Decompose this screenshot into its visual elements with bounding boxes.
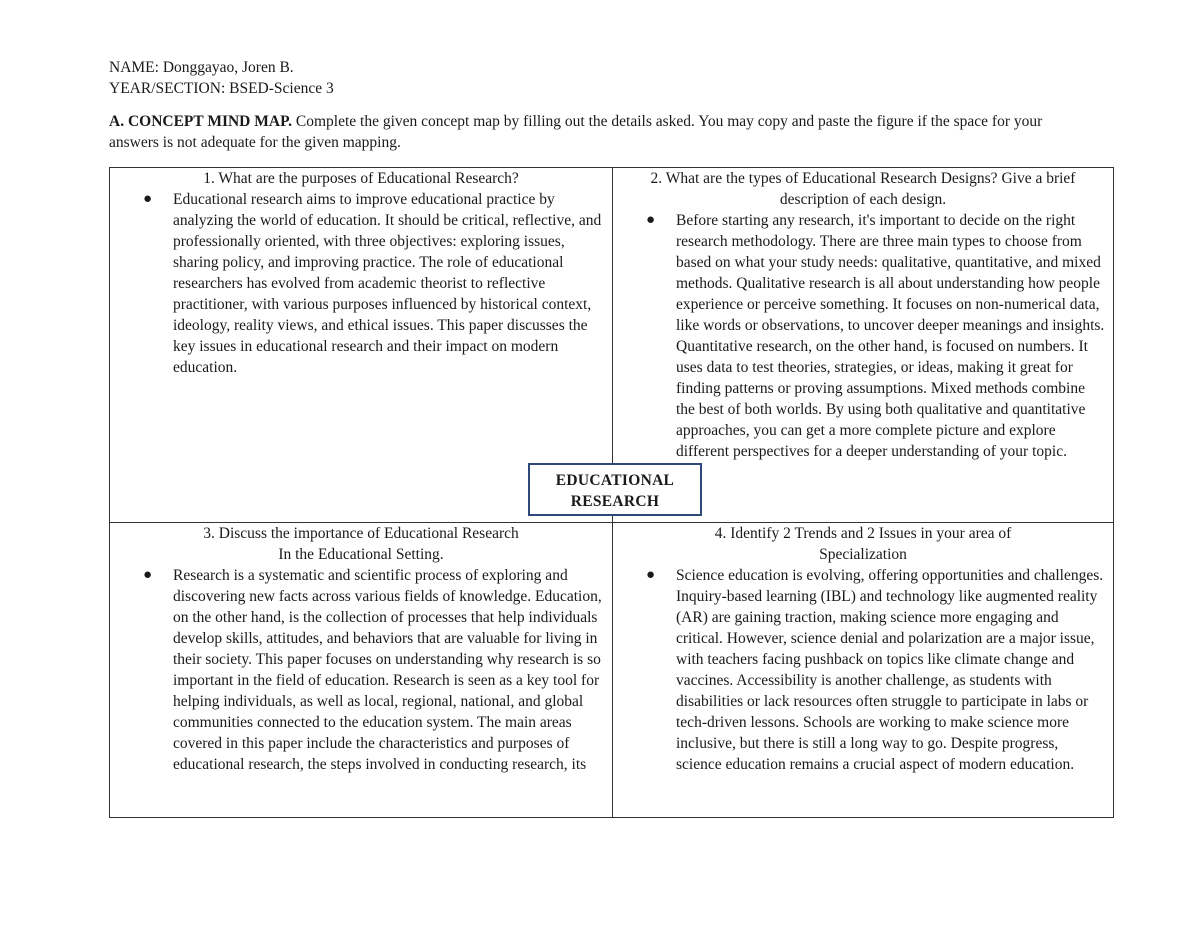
answer-3 [118,565,604,775]
cell-trends-issues [613,523,1113,817]
year-section: YEAR/SECTION: BSED-Science 3 [109,80,334,97]
bullet-icon: ● [143,191,153,207]
instructions [109,111,1084,153]
bullet-icon: ● [143,567,153,583]
center-topic-box [528,463,702,516]
question-4-line1: 4. Identify 2 Trends and 2 Issues in your area of [714,525,1012,542]
student-name: NAME: Donggayao, Joren B. [109,59,294,76]
answer-3-text: Research is a systematic and scientific process of exploring and discovering new facts across various fields of knowledge. Education, on the other hand, is the collection of processes that help individuals develop skills, attitudes, and behaviors that are valuable for living in their society. This paper focuses on understanding why research is so important in the field of education. Research is seen as a key tool for helping individuals, as well as local, regional, national, and global communities connected to the education system. The main areas covered in this paper include the characteristics and purposes of educational research, the steps involved in conducting research, its [173,567,602,773]
center-topic-line1: EDUCATIONAL [555,472,675,489]
question-3-line2: In the Educational Setting. [278,546,444,563]
answer-4 [621,565,1105,775]
answer-2-text: Before starting any research, it's important to decide on the right research methodology. There are three main types to choose from based on what your study needs: qualitative, quantitative, and mixed methods. Qualitative research is all about understanding how people experience or perceive something. It focuses on non-numerical data, like words or observations, to uncover deeper meanings and insights. Quantitative research, on the other hand, is focused on numbers. It uses data to test theories, strategies, or ideas, making it great for finding patterns or proving assumptions. Mixed methods combine the best of both worlds. By using both qualitative and quantitative approaches, you can get a more complete picture and explore different perspectives for a deeper understanding of your topic. [676,212,1105,460]
answer-2 [621,210,1105,462]
answer-1 [118,189,604,378]
answer-1-text: Educational research aims to improve educational practice by analyzing the world of education. It should be critical, reflective, and professionally oriented, with three objectives: exploring issues, sharing policy, and improving practice. The role of educational researchers has evolved from academic theorist to reflective practitioner, with various purposes influenced by historical context, ideology, reality views, and ethical issues. This paper discusses the key issues in educational research and their impact on modern education. [173,191,602,376]
instructions-label: A. CONCEPT MIND MAP. [109,113,292,130]
question-3-line1: 3. Discuss the importance of Educational Research [203,525,519,542]
answer-list-2 [621,210,1105,462]
center-topic-line2: RESEARCH [570,493,660,510]
question-1: 1. What are the purposes of Educational Research? [203,170,519,187]
answer-list-4 [621,565,1105,775]
bullet-icon: ● [646,567,656,583]
instructions-text: Complete the given concept map by filling out the details asked. You may copy and paste the figure if the space for your answers is not adequate for the given mapping. [109,113,1043,151]
question-2: 2. What are the types of Educational Research Designs? Give a brief description of each design. [650,170,1076,208]
question-4-line2: Specialization [819,546,907,563]
answer-4-text: Science education is evolving, offering opportunities and challenges. Inquiry-based learning (IBL) and technology like augmented reality (AR) are gaining traction, making science more engaging and critical. However, science denial and polarization are a major issue, with teachers facing pushback on topics like climate change and vaccines. Accessibility is another challenge, as students with disabilities or lack resources often struggle to participate in labs or tech-driven lessons. Schools are working to make science more inclusive, but there is still a long way to go. Despite progress, science education remains a crucial aspect of modern education. [676,567,1104,773]
answer-list-1 [118,189,604,378]
bullet-icon: ● [646,212,656,228]
answer-list-3 [118,565,604,775]
cell-importance [110,523,612,817]
